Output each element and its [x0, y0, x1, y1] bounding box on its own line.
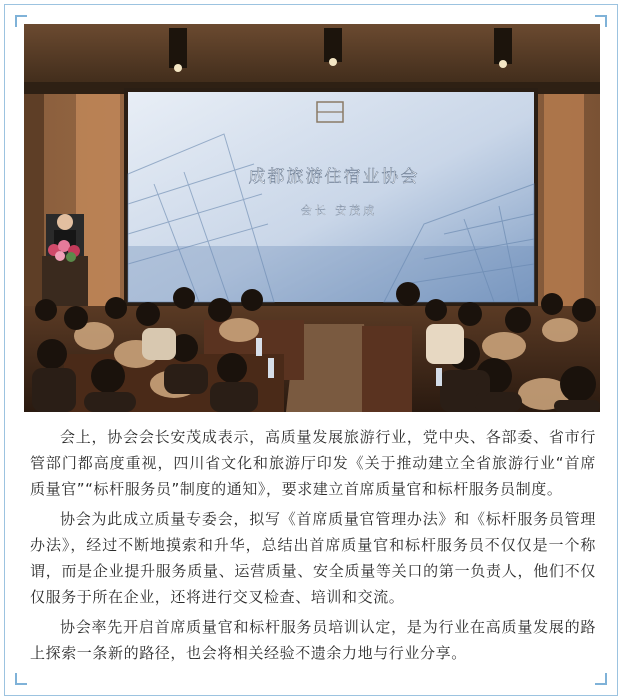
- frame-corner-decoration: [595, 673, 607, 685]
- article-body: [30, 424, 596, 670]
- paragraph: 会上，协会会长安茂成表示，高质量发展旅游行业，党中央、各部委、省市行管部门都高度重视，四川省文化和旅游厅印发《关于推动建立全省旅游行业“首席质量官”“标杆服务员”制度的通知》，要求建立首席质量官和标杆服务员制度。: [30, 428, 596, 498]
- paragraph: 协会为此成立质量专委会，拟写《首席质量官管理办法》和《标杆服务员管理办法》，经过不断地摸索和升华，总结出首席质量官和标杆服务员不仅仅是一个称谓，而是企业提升服务质量、运营质量、安全质量等关口的第一负责人，他们不仅仅服务于所在企业，还将进行交叉检查、培训和交流。: [30, 510, 596, 606]
- screen-subtitle: 会长 安茂成: [300, 204, 378, 217]
- paragraph: 协会率先开启首席质量官和标杆服务员培训认定，是为行业在高质量发展的路上探索一条新的路径，也会将相关经验不遗余力地与行业分享。: [30, 618, 596, 662]
- screen-title: 成都旅游住宿业协会: [248, 167, 420, 187]
- frame-corner-decoration: [15, 673, 27, 685]
- conference-photo: [24, 24, 600, 412]
